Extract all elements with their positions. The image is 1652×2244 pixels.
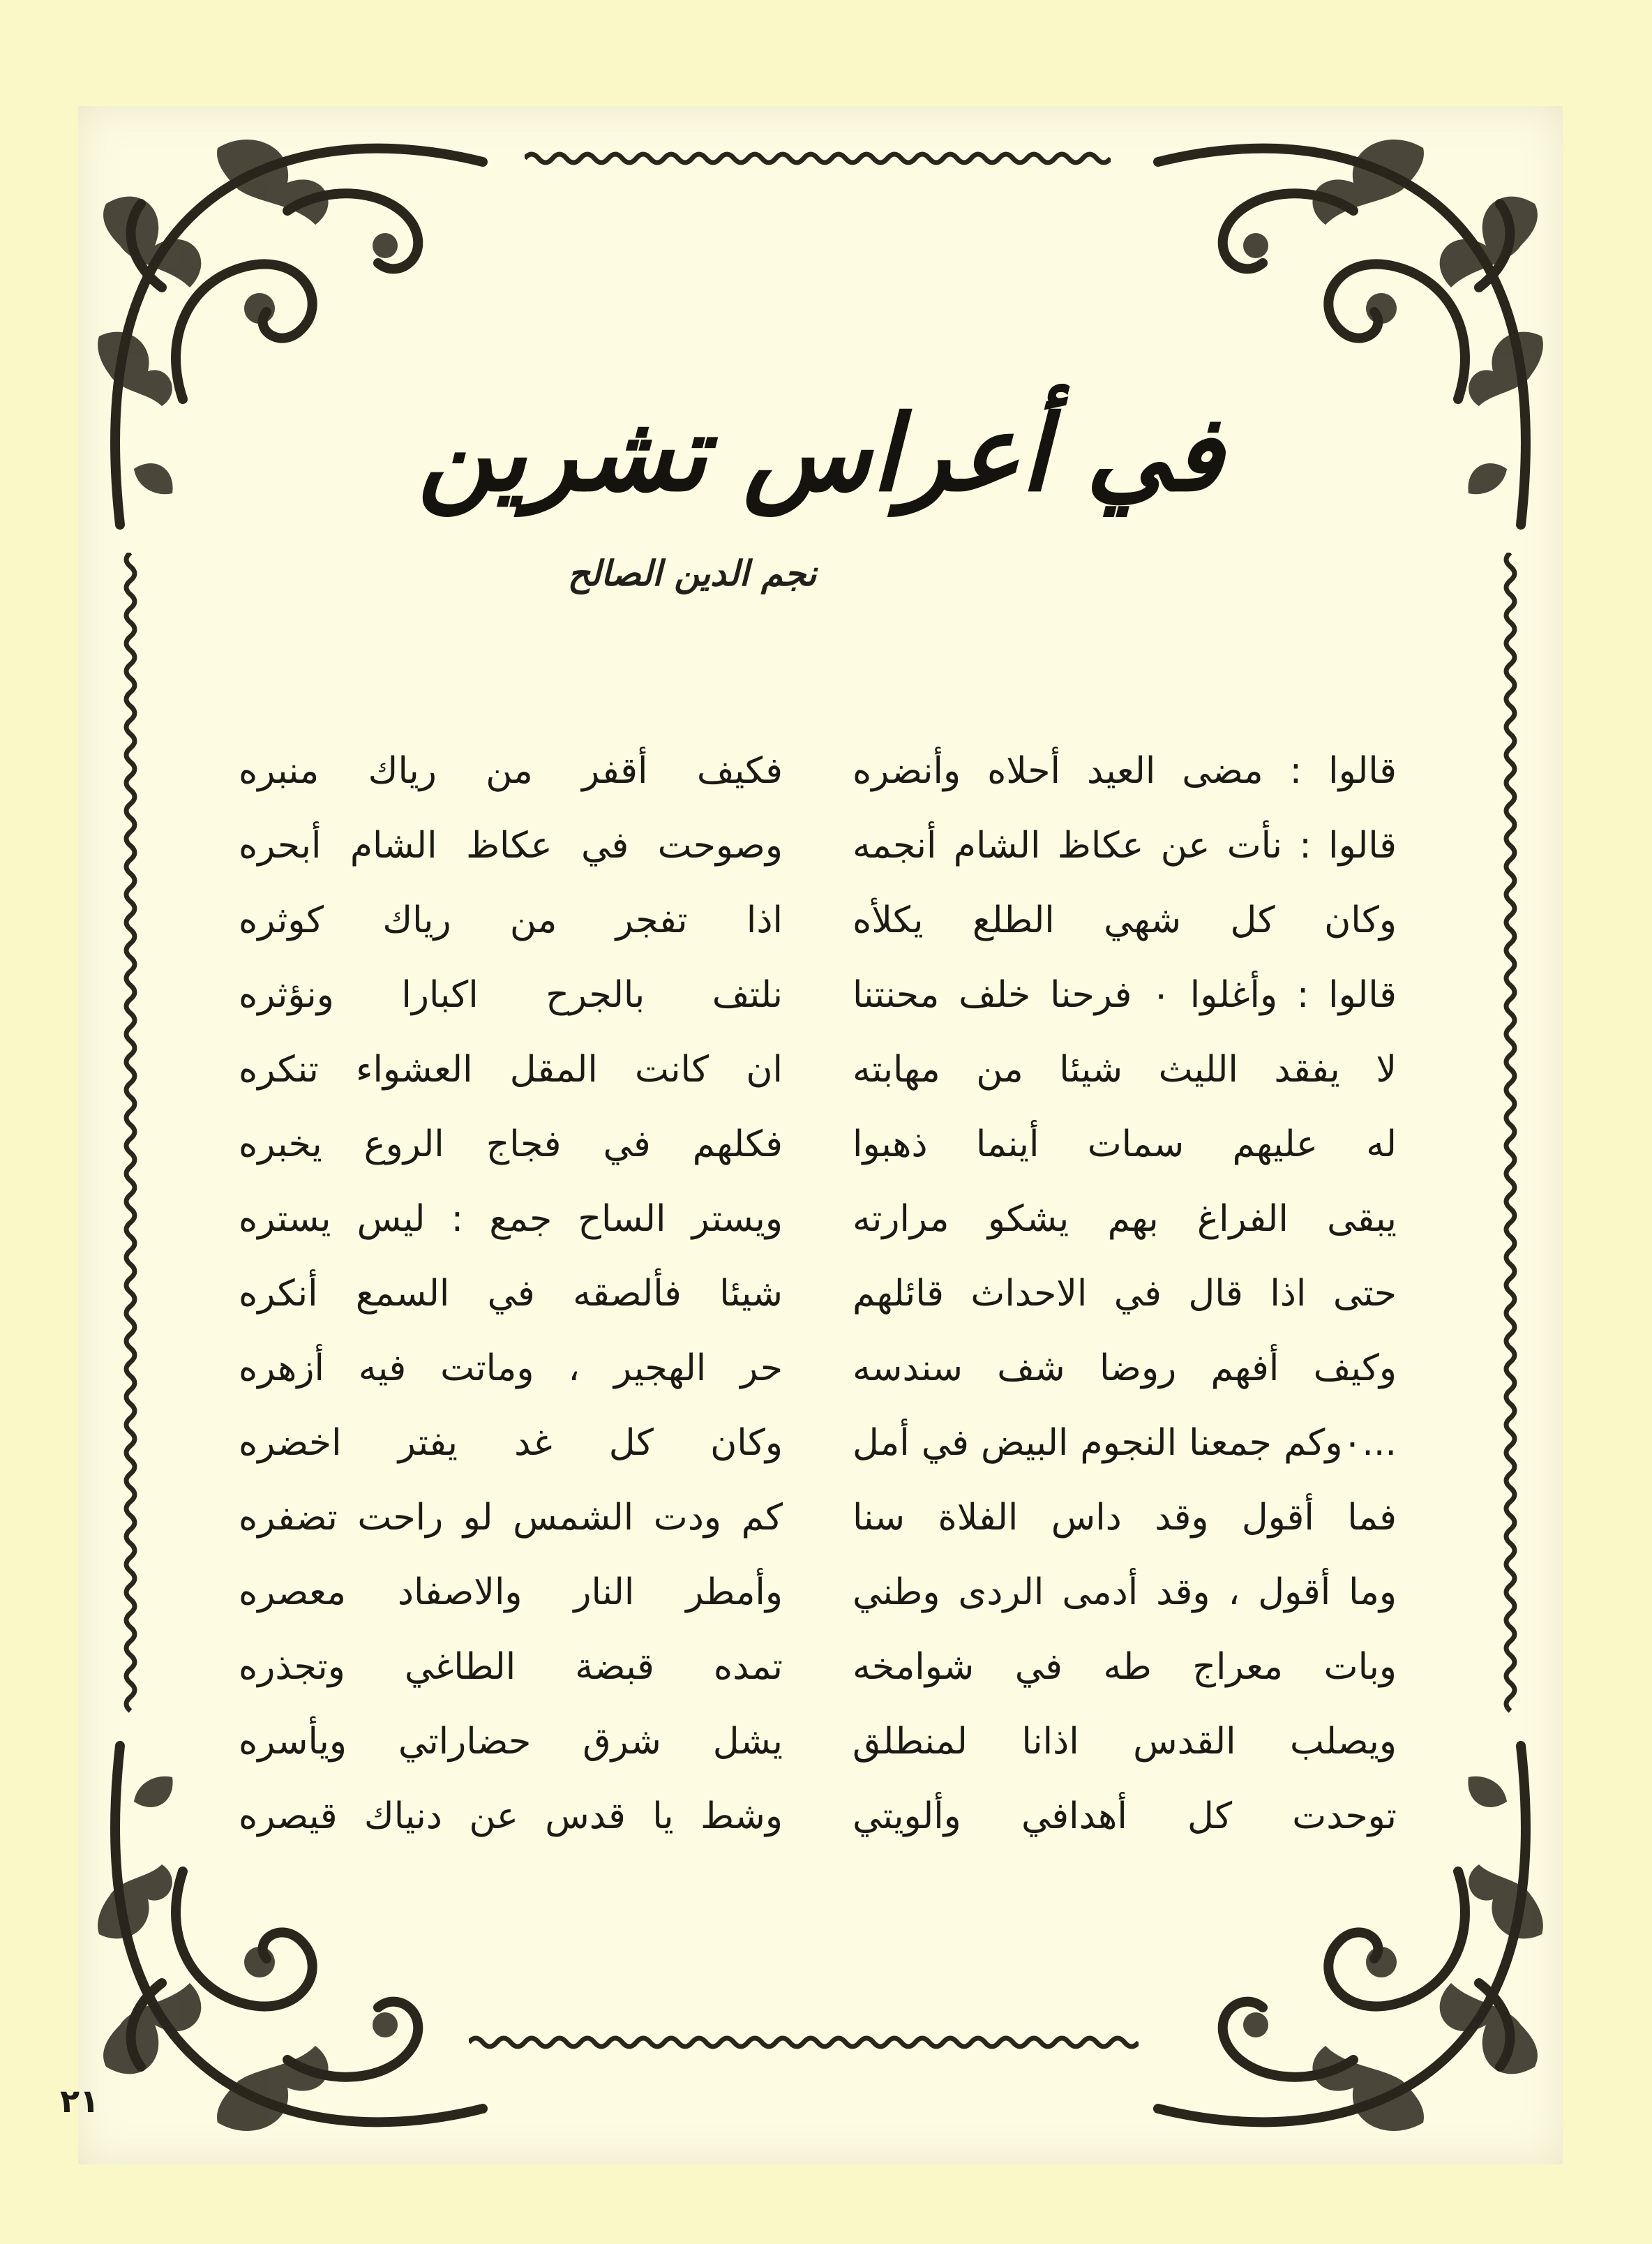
page-number: ٢١ xyxy=(60,2082,100,2120)
verse-line: وبات معراج طه في شوامخه xyxy=(853,1646,1397,1688)
verse-line: تمده قبضة الطاغي وتجذره xyxy=(239,1646,783,1688)
magazine-page xyxy=(60,106,1563,2164)
verse-line: وأمطر النار والاصفاد معصره xyxy=(239,1571,783,1613)
verse-line: توحدت كل أهدافي وألويتي xyxy=(853,1795,1397,1837)
poem-author: نجم الدين الصالح xyxy=(567,553,817,594)
poem-title: في أعراس تشرين xyxy=(417,392,1224,515)
verse-line: فكيف أقفر من رياك منبره xyxy=(239,750,783,792)
wavy-rule-icon xyxy=(469,2032,1139,2053)
verse-line: حتى اذا قال في الاحداث قائلهم xyxy=(853,1273,1397,1315)
verse-line: ويصلب القدس اذانا لمنطلق xyxy=(853,1721,1397,1763)
verse-line: وكان كل غد يفتر اخضره xyxy=(239,1422,783,1464)
verse-line: ويستر الساح جمع : ليس يستره xyxy=(239,1198,783,1240)
verse-line: وكان كل شهي الطلع يكلأه xyxy=(853,899,1397,941)
wavy-rule-icon xyxy=(120,553,141,1718)
verse-line: فكلهم في فجاج الروع يخبره xyxy=(239,1123,783,1165)
verse-line: لا يفقد الليث شيئا من مهابته xyxy=(853,1049,1397,1091)
verse-line: قالوا : وأغلوا ٠ فرحنا خلف محنتنا xyxy=(853,974,1397,1016)
verse-line: ان كانت المقل العشواء تنكره xyxy=(239,1049,783,1091)
poem-column-left xyxy=(239,734,783,1854)
verse-line: يشل شرق حضاراتي ويأسره xyxy=(239,1721,783,1763)
verse-line: شيئا فألصقه في السمع أنكره xyxy=(239,1273,783,1315)
wavy-rule-icon xyxy=(1500,553,1521,1718)
wavy-rule-icon xyxy=(525,148,1111,169)
verse-line: قالوا : نأت عن عكاظ الشام أنجمه xyxy=(853,825,1397,867)
poem-column-right xyxy=(853,734,1397,1854)
verse-line: نلتف بالجرح اكبارا ونؤثره xyxy=(239,974,783,1016)
verse-line: وشط يا قدس عن دنياك قيصره xyxy=(239,1795,783,1837)
verse-line: ...٠وكم جمعنا النجوم البيض في أمل xyxy=(853,1422,1397,1464)
verse-line: كم ودت الشمس لو راحت تضفره xyxy=(239,1497,783,1539)
verse-line: وكيف أفهم روضا شف سندسه xyxy=(853,1347,1397,1389)
verse-line: قالوا : مضى العيد أحلاه وأنضره xyxy=(853,750,1397,792)
verse-line: حر الهجير ، وماتت فيه أزهره xyxy=(239,1347,783,1389)
verse-line: اذا تفجر من رياك كوثره xyxy=(239,899,783,941)
verse-line: فما أقول وقد داس الفلاة سنا xyxy=(853,1497,1397,1539)
verse-line: وصوحت في عكاظ الشام أبحره xyxy=(239,825,783,867)
verse-line: يبقى الفراغ بهم يشكو مرارته xyxy=(853,1198,1397,1240)
verse-line: وما أقول ، وقد أدمى الردى وطني xyxy=(853,1571,1397,1613)
verse-line: له عليهم سمات أينما ذهبوا xyxy=(853,1123,1397,1165)
